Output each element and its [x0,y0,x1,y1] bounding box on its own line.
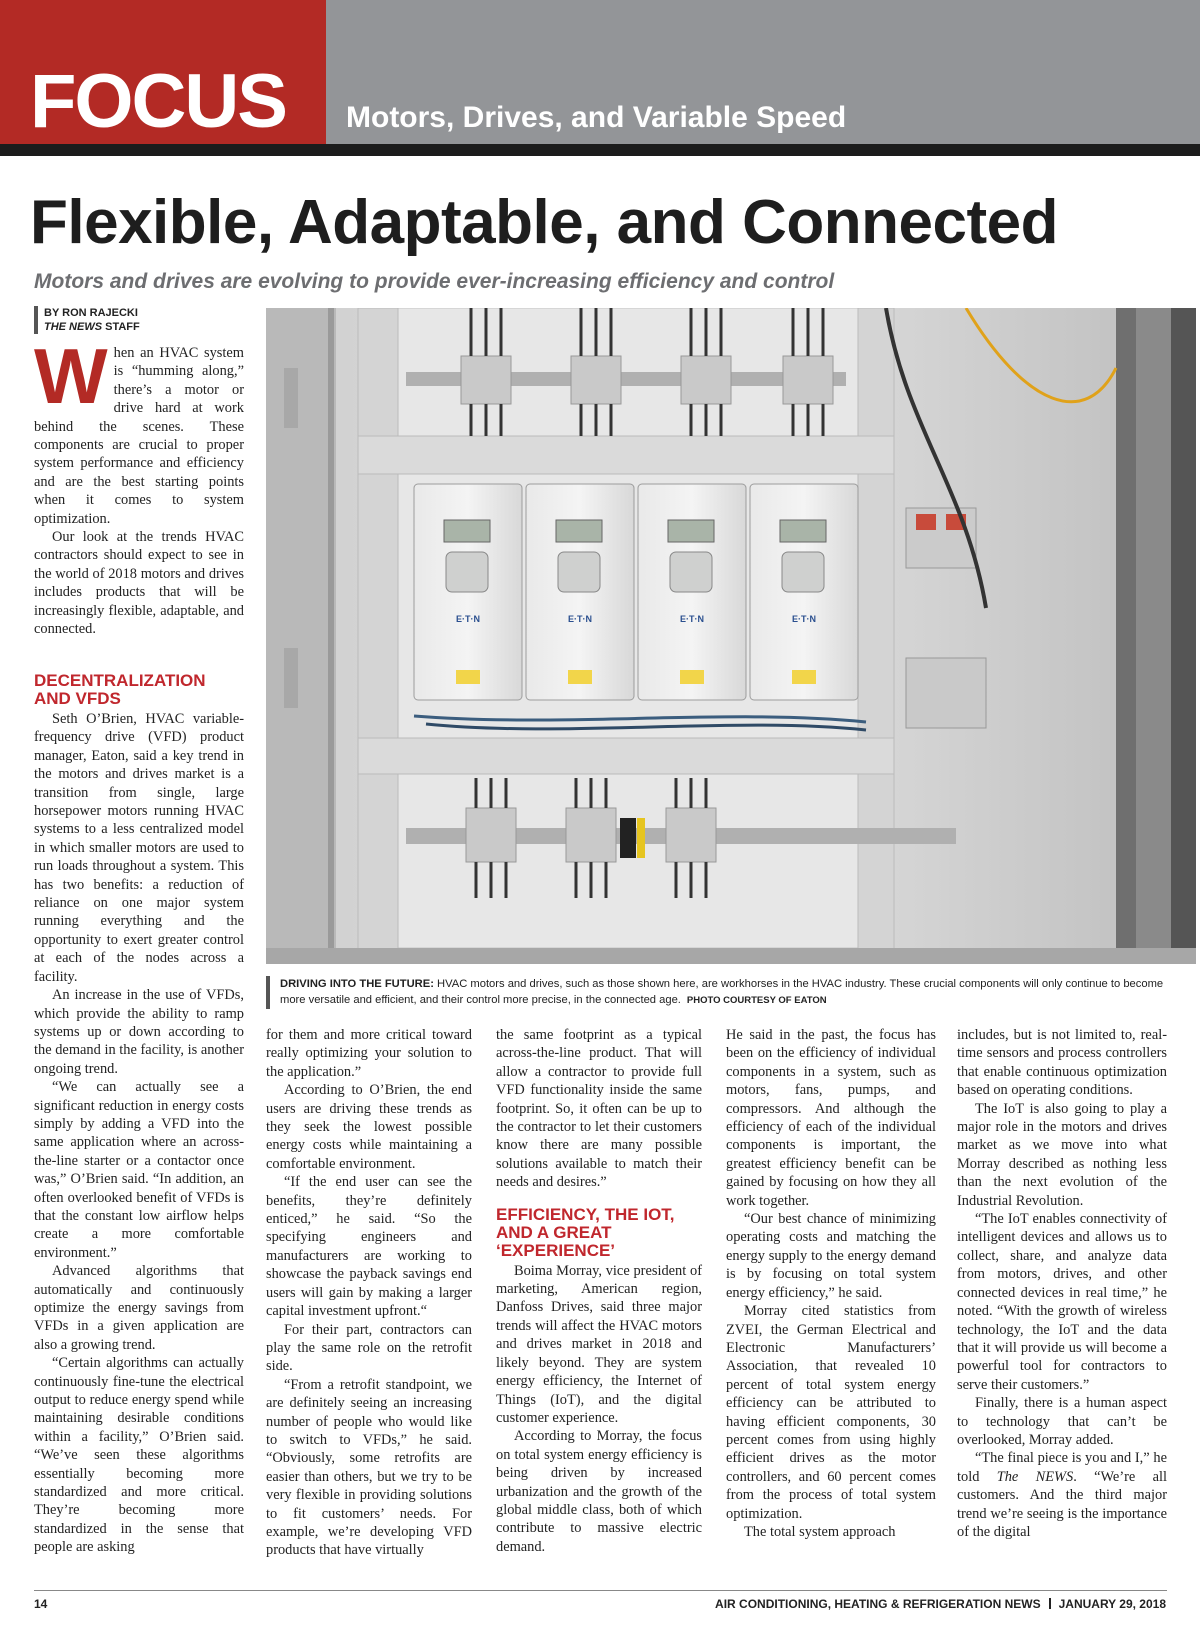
paragraph: He said in the past, the focus has been on the efficiency of individual components in a system, such as motors, fans, pumps, and compressors. And although the efficiency of each of the individual components is important, the greatest efficiency benefit can be gained by focusing on how they all work together. [726,1027,936,1209]
paragraph: Finally, there is a human aspect to technology that can’t be overlooked, Morray added. [957,1395,1167,1448]
paragraph: the same footprint as a typical across-the-line product. That will allow a contractor to provide full VFD functionality inside the same footprint. So, it often can be up to the contractor to let their customers know there are many possible solutions available to match their needs and desires.” [496,1027,702,1191]
paragraph [957,1449,1167,1541]
issue-date: JANUARY 29, 2018 [1058,1597,1166,1611]
byline-staff-label: STAFF [102,321,140,333]
paragraph: According to O’Brien, the end users are driving these trends as they seek the lowest possible energy costs while maintaining a comfortable environment. [266,1082,472,1172]
paragraph: for them and more critical toward really optimizing your solution to the application.” [266,1027,472,1080]
paragraph: “We can actually see a significant reduction in energy costs simply by adding a VFD into the same application where an across-the-line starter or a contactor once was,” O’Brien said. “In addition, an often overlooked benefit of VFDs is that the constant low airflow helps create a more comfortable environment.” [34,1079,244,1261]
paragraph: “If the end user can see the benefits, they’re definitely enticed,” he said. “So the specifying engineers and manufacturers are working to showcase the payback savings end users will gain by making a larger capital investment upfront.“ [266,1174,472,1320]
drive-brand-4: E·T·N [792,614,816,624]
folio-divider [1049,1598,1051,1609]
publication-name: The NEWS [996,1468,1074,1485]
article-column-1-continued [34,671,244,1557]
article-column-3 [496,1026,702,1556]
paragraph: includes, but is not limited to, real-time sensors and process controllers that enable continuous optimization based on operating conditions. [957,1027,1167,1099]
section-title: FOCUS [30,59,286,144]
paragraph: An increase in the use of VFDs, which provide the ability to ramp systems up or down according to the demand in the facility, is another ongoing trend. [34,987,244,1077]
paragraph: “The IoT enables connectivity of intelligent devices and allows us to collect, share, and analyze data from motors, drives, and other connected devices in real time,” he noted. “With the growth of wireless technology, the IoT and the data that it will provide us will become a powerful tool for contractors to serve their customers.” [957,1211,1167,1393]
article-column-5 [957,1026,1167,1541]
photo-caption [266,976,1166,1009]
paragraph: The total system approach [744,1523,896,1540]
folio [715,1597,1166,1611]
paragraph: Seth O’Brien, HVAC variable-frequency drive (VFD) product manager, Eaton, said a key trend in the motors and drives market is a transition from single, large horsepower motors running HVAC systems to a less centralized model in which smaller motors are used to run loads throughout a system. This has two benefits: a reduction of reliance on one major system running everything and the opportunity to exert greater control at each of the nodes across a facility. [34,711,244,985]
paragraph: “From a retrofit standpoint, we are definitely seeing an increasing number of people who would like to switch to VFDs,” he said. “Obviously, some retrofits are easier than others, but we try to be very flexible in providing solutions to fit customers’ needs. For example, we’re developing VFD products that have virtually [266,1376,472,1559]
subhead-efficiency: EFFICIENCY, THE IOT, AND A GREAT ‘EXPERIENCE’ [496,1204,675,1260]
drive-brand-1: E·T·N [456,614,480,624]
article-column-2 [266,1026,472,1560]
subhead-decentralization: DECENTRALIZATION AND VFDS [34,671,206,708]
intro-text: hen an HVAC system is “humming along,” there’s a motor or drive hard at work behind the scenes. These components are crucial to proper system performance and efficiency and are the best starting points when it comes to system optimization. [34,345,244,527]
article-column-4 [726,1026,936,1541]
paragraph: “Certain algorithms can actually continuously fine-tune the electrical output to reduce energy spend while maintaining desirable conditions within a facility,” O’Brien said. “We’ve seen these algorithms essentially becoming more standardized and more critical. They’re becoming more standardized in the sense that people are asking [34,1355,244,1556]
drive-brand-2: E·T·N [568,614,592,624]
footer-rule [34,1590,1167,1591]
paragraph: Morray cited statistics from ZVEI, the German Electrical and Electronic Manufacturers’ Association, that revealed 10 percent of total system energy efficiency can be attributed to having efficient components, 30 percent comes from using highly efficient drives as the motor controllers, and 60 percent comes from the process of total system optimization. [726,1303,936,1522]
paragraph: Boima Morray, vice president of marketing, American region, Danfoss Drives, said three major trends will affect the HVAC motors and drives market in 2018 and likely beyond. They are system energy efficiency, the Internet of Things (IoT), and the digital customer experience. [496,1262,702,1426]
publication-title: AIR CONDITIONING, HEATING & REFRIGERATION NEWS [715,1597,1041,1611]
drive-brand-3: E·T·N [680,614,704,624]
topic-title: Motors, Drives, and Variable Speed [346,101,847,134]
paragraph: Advanced algorithms that automatically and continuously optimize the energy savings from VFDs in a given application are also a growing trend. [34,1263,244,1353]
paragraph: The IoT is also going to play a major role in the motors and drives market as we move into what Morray described as nothing less than the next evolution of the Industrial Revolution. [957,1100,1167,1209]
page-number: 14 [34,1597,48,1611]
dek: Motors and drives are evolving to provide ever-increasing efficiency and control [34,270,835,293]
paragraph: For their part, contractors can play the same role on the retrofit side. [266,1321,472,1375]
paragraph: According to Morray, the focus on total system energy efficiency is being driven by increased urbanization and the growth of the global middle class, both of which contribute to massive electric demand. [496,1428,702,1555]
header-rule [0,144,1200,156]
headline: Flexible, Adaptable, and Connected [30,188,1058,257]
paragraph-text: . “We’re all customers. And the third major trend we’re seeing is the importance of the digital [957,1468,1167,1540]
drop-cap: W [34,332,108,420]
paragraph-text: “The final piece is you and I,” he told [957,1450,1167,1485]
byline-author: BY RON RAJECKI [44,307,138,319]
article-photo [266,308,1196,964]
caption-text: HVAC motors and drives, such as those shown here, are workhorses in the HVAC industry. These crucial components will only continue to become more versatile and efficient, and their control more precise, in the connected age. [280,978,1164,1006]
photo-credit: PHOTO COURTESY OF EATON [686,995,827,1006]
control-panel-image [266,308,1196,964]
intro-paragraph [34,332,244,528]
article-column-1 [34,332,244,639]
caption-lead: DRIVING INTO THE FUTURE: [280,978,434,990]
byline-publication: THE NEWS [44,321,103,333]
paragraph: “Our best chance of minimizing operating costs and matching the energy supply to the energy demand is by focusing on total system energy efficiency,” he said. [726,1211,936,1301]
byline [34,306,140,334]
paragraph: Our look at the trends HVAC contractors should expect to see in the world of 2018 motors and drives includes products that will be increasingly flexible, adaptable, and connected. [34,529,244,638]
